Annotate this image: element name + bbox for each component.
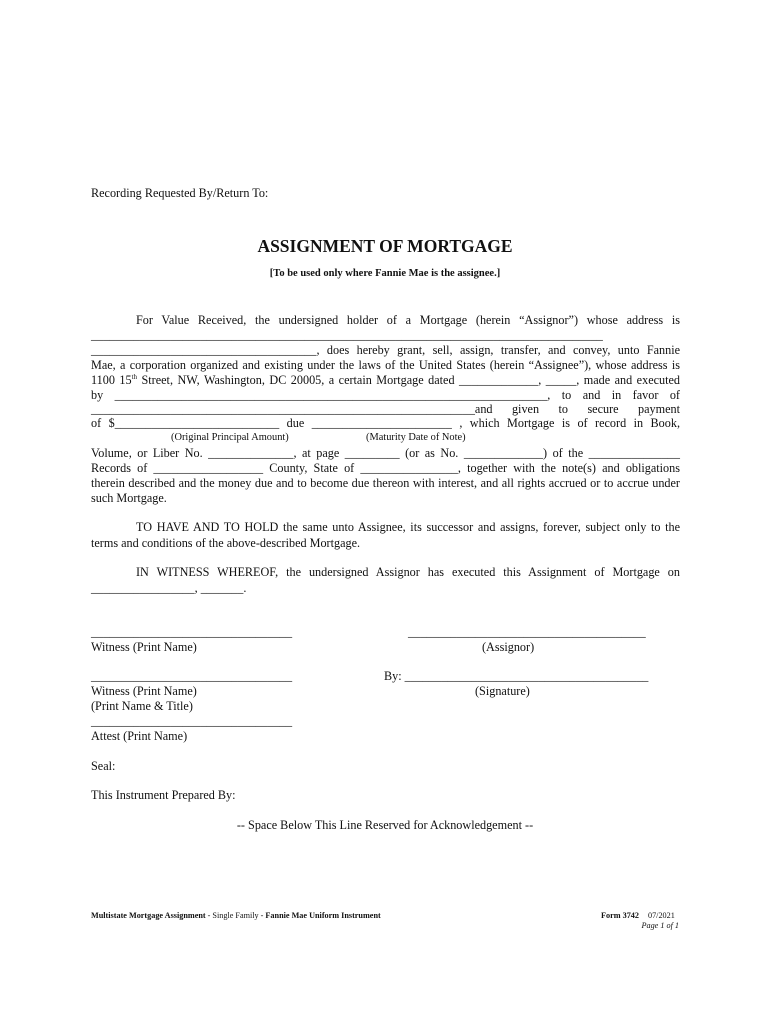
para1-line12: such Mortgage.	[91, 491, 167, 505]
assignor-signature-line: _______________________________________	[408, 625, 646, 639]
para3-line2: _________________, _______.	[91, 581, 247, 595]
para2-line1: TO HAVE AND TO HOLD the same unto Assignee, its successor and assigns, forever, subject only to the	[136, 520, 680, 534]
para1-line1: For Value Received, the undersigned holder of a Mortgage (herein “Assignor”) whose address is	[136, 313, 680, 327]
para1-line11: therein described and the money due and to become due thereon with interest, and all rights accrued or to accrue under	[91, 476, 680, 490]
signature-label: (Signature)	[475, 684, 530, 698]
witness2-signature-line: _________________________________	[91, 669, 293, 683]
page-number: Page 1 of 1	[641, 921, 679, 930]
para1-line5-a: 1100 15	[91, 373, 132, 387]
ordinal-suffix: th	[131, 372, 138, 381]
para1-line10: Records of __________________ County, State of ________________, together with the note(s) and obligations	[91, 461, 680, 475]
original-principal-label: (Original Principal Amount)	[171, 432, 289, 443]
print-name-title-label: (Print Name & Title)	[91, 699, 193, 713]
form-date: 07/2021	[647, 911, 675, 920]
recording-requested-label: Recording Requested By/Return To:	[91, 186, 269, 200]
para1-line5	[91, 373, 680, 388]
seal-label: Seal:	[91, 759, 116, 773]
para1-line9: Volume, or Liber No. ______________, at page _________ (or as No. _____________) of the _______________	[91, 446, 680, 460]
para1-line7: _______________________________________________________________and given to secure payment	[91, 402, 680, 416]
document-title: ASSIGNMENT OF MORTGAGE	[257, 236, 513, 256]
witness2-label: Witness (Print Name)	[91, 684, 197, 698]
assignor-label: (Assignor)	[482, 640, 535, 654]
para1-line8: of $___________________________ due _______________________ , which Mortgage is of record in Book,	[91, 416, 680, 430]
footer-title-bold1: Multistate Mortgage Assignment	[91, 911, 206, 920]
para1-line2: ____________________________________________________________________________________	[91, 328, 603, 342]
prepared-by-label: This Instrument Prepared By:	[91, 788, 236, 802]
reserved-space-notice: -- Space Below This Line Reserved for Acknowledgement --	[236, 818, 534, 832]
witness1-signature-line: _________________________________	[91, 625, 293, 639]
document-subtitle: [To be used only where Fannie Mae is the assignee.]	[269, 268, 501, 279]
attest-label: Attest (Print Name)	[91, 729, 188, 743]
form-number: Form 3742	[601, 911, 639, 920]
para1-line6: by _______________________________________________________________________, to and in favor of	[91, 388, 680, 402]
para1-line5-b: Street, NW, Washington, DC 20005, a certain Mortgage dated _____________, _____, made and executed	[137, 373, 680, 387]
para1-line3: _____________________________________, does hereby grant, sell, assign, transfer, and convey, unto Fannie	[91, 343, 680, 357]
footer-form-number	[601, 911, 675, 920]
witness1-label: Witness (Print Name)	[91, 640, 197, 654]
para3-line1: IN WITNESS WHEREOF, the undersigned Assignor has executed this Assignment of Mortgage on	[136, 565, 680, 579]
para1-line4: Mae, a corporation organized and existing under the laws of the United States (herein “Assignee”), whose address is	[91, 358, 680, 372]
footer-title-bold2: Fannie Mae Uniform Instrument	[265, 911, 381, 920]
by-signature-line: By: ________________________________________	[384, 669, 649, 683]
footer-title-sep: - Single Family -	[205, 911, 266, 920]
footer-form-title	[91, 911, 381, 920]
attest-signature-line: _________________________________	[91, 714, 293, 728]
para2-line2: terms and conditions of the above-described Mortgage.	[91, 536, 361, 550]
maturity-date-label: (Maturity Date of Note)	[366, 432, 466, 443]
